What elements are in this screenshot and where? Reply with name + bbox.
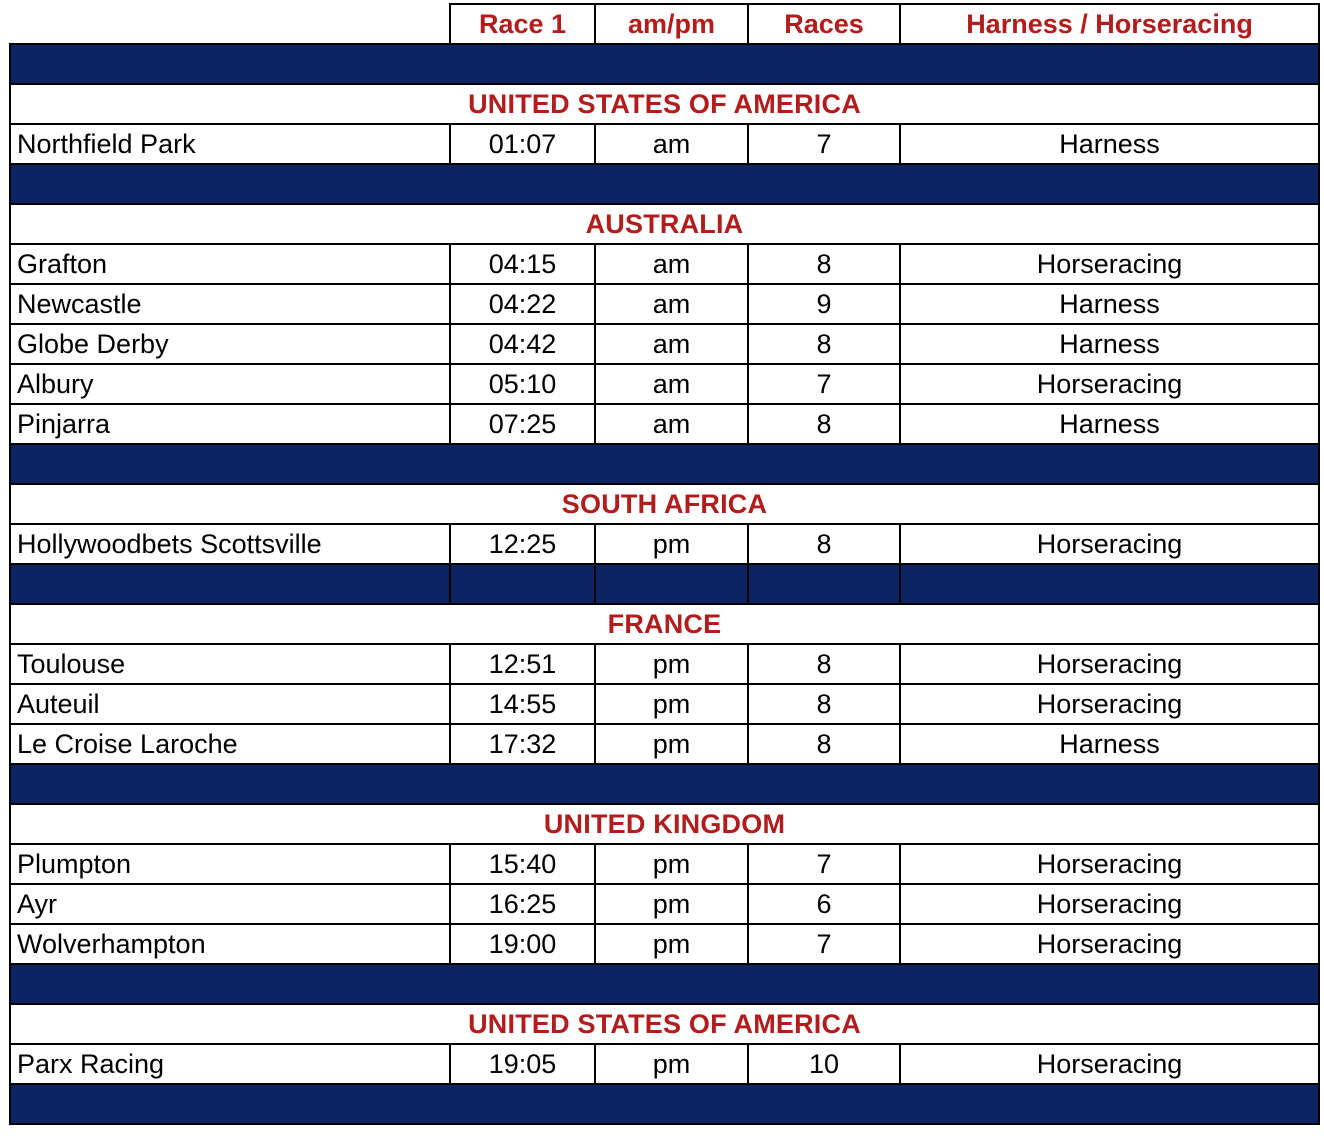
country-row (10, 804, 1319, 844)
separator-band (10, 964, 1319, 1004)
ampm-cell: am (595, 404, 748, 444)
separator-band-cell (10, 964, 1319, 1004)
separator-band-cell (748, 564, 900, 604)
type-cell: Harness (900, 404, 1319, 444)
country-heading: UNITED STATES OF AMERICA (10, 1004, 1319, 1044)
race1-cell: 01:07 (450, 124, 595, 164)
country-heading: AUSTRALIA (10, 204, 1319, 244)
table-row (10, 404, 1319, 444)
races-cell: 8 (748, 404, 900, 444)
header-type: Harness / Horseracing (900, 4, 1319, 44)
separator-band (10, 164, 1319, 204)
country-row (10, 1004, 1319, 1044)
ampm-cell: pm (595, 684, 748, 724)
country-heading: UNITED STATES OF AMERICA (10, 84, 1319, 124)
separator-band-cell (10, 564, 450, 604)
races-cell: 8 (748, 644, 900, 684)
venue-cell: Plumpton (10, 844, 450, 884)
races-cell: 10 (748, 1044, 900, 1084)
separator-band-cell (10, 1084, 1319, 1124)
race1-cell: 04:22 (450, 284, 595, 324)
header-blank-cell (10, 4, 450, 44)
separator-band-cell (10, 764, 1319, 804)
race1-cell: 07:25 (450, 404, 595, 444)
venue-cell: Parx Racing (10, 1044, 450, 1084)
race1-cell: 04:15 (450, 244, 595, 284)
races-cell: 8 (748, 724, 900, 764)
venue-cell: Le Croise Laroche (10, 724, 450, 764)
races-cell: 9 (748, 284, 900, 324)
country-row (10, 604, 1319, 644)
country-heading: UNITED KINGDOM (10, 804, 1319, 844)
type-cell: Horseracing (900, 364, 1319, 404)
separator-band-cell (10, 164, 1319, 204)
venue-cell: Toulouse (10, 644, 450, 684)
race-schedule-body (10, 4, 1319, 1124)
separator-band (10, 444, 1319, 484)
separator-band-cell (900, 564, 1319, 604)
type-cell: Harness (900, 284, 1319, 324)
table-row (10, 244, 1319, 284)
separator-band-cell (450, 564, 595, 604)
race1-cell: 05:10 (450, 364, 595, 404)
type-cell: Harness (900, 324, 1319, 364)
race1-cell: 14:55 (450, 684, 595, 724)
table-row (10, 924, 1319, 964)
races-cell: 6 (748, 884, 900, 924)
separator-band (10, 44, 1319, 84)
separator-band (10, 1084, 1319, 1124)
races-cell: 8 (748, 324, 900, 364)
races-cell: 8 (748, 524, 900, 564)
type-cell: Horseracing (900, 924, 1319, 964)
venue-cell: Pinjarra (10, 404, 450, 444)
type-cell: Harness (900, 724, 1319, 764)
races-cell: 8 (748, 244, 900, 284)
venue-cell: Albury (10, 364, 450, 404)
header-races: Races (748, 4, 900, 44)
venue-cell: Northfield Park (10, 124, 450, 164)
country-heading: SOUTH AFRICA (10, 484, 1319, 524)
country-row (10, 484, 1319, 524)
races-cell: 8 (748, 684, 900, 724)
race1-cell: 04:42 (450, 324, 595, 364)
race1-cell: 17:32 (450, 724, 595, 764)
ampm-cell: pm (595, 844, 748, 884)
races-cell: 7 (748, 844, 900, 884)
separator-band (10, 764, 1319, 804)
race1-cell: 19:00 (450, 924, 595, 964)
type-cell: Harness (900, 124, 1319, 164)
races-cell: 7 (748, 924, 900, 964)
ampm-cell: am (595, 364, 748, 404)
venue-cell: Newcastle (10, 284, 450, 324)
ampm-cell: am (595, 244, 748, 284)
separator-band-cell (10, 444, 1319, 484)
type-cell: Horseracing (900, 844, 1319, 884)
type-cell: Horseracing (900, 644, 1319, 684)
races-cell: 7 (748, 364, 900, 404)
separator-band-cell (595, 564, 748, 604)
ampm-cell: pm (595, 644, 748, 684)
table-row (10, 884, 1319, 924)
venue-cell: Ayr (10, 884, 450, 924)
venue-cell: Grafton (10, 244, 450, 284)
venue-cell: Hollywoodbets Scottsville (10, 524, 450, 564)
table-row (10, 684, 1319, 724)
ampm-cell: am (595, 124, 748, 164)
races-cell: 7 (748, 124, 900, 164)
race1-cell: 12:51 (450, 644, 595, 684)
ampm-cell: pm (595, 1044, 748, 1084)
table-row (10, 364, 1319, 404)
venue-cell: Wolverhampton (10, 924, 450, 964)
table-row (10, 1044, 1319, 1084)
type-cell: Horseracing (900, 524, 1319, 564)
venue-cell: Auteuil (10, 684, 450, 724)
race1-cell: 19:05 (450, 1044, 595, 1084)
type-cell: Horseracing (900, 244, 1319, 284)
ampm-cell: am (595, 284, 748, 324)
header-ampm: am/pm (595, 4, 748, 44)
ampm-cell: pm (595, 924, 748, 964)
ampm-cell: pm (595, 724, 748, 764)
race1-cell: 15:40 (450, 844, 595, 884)
country-row (10, 204, 1319, 244)
table-row (10, 124, 1319, 164)
table-row (10, 844, 1319, 884)
race1-cell: 16:25 (450, 884, 595, 924)
separator-band-cell (10, 44, 1319, 84)
column-header-row (10, 4, 1319, 44)
type-cell: Horseracing (900, 1044, 1319, 1084)
ampm-cell: pm (595, 524, 748, 564)
separator-band (10, 564, 1319, 604)
type-cell: Horseracing (900, 684, 1319, 724)
country-heading: FRANCE (10, 604, 1319, 644)
table-row (10, 724, 1319, 764)
race-schedule-table (9, 3, 1320, 1125)
header-race1: Race 1 (450, 4, 595, 44)
country-row (10, 84, 1319, 124)
table-row (10, 284, 1319, 324)
table-row (10, 324, 1319, 364)
type-cell: Horseracing (900, 884, 1319, 924)
race1-cell: 12:25 (450, 524, 595, 564)
ampm-cell: am (595, 324, 748, 364)
venue-cell: Globe Derby (10, 324, 450, 364)
table-row (10, 644, 1319, 684)
ampm-cell: pm (595, 884, 748, 924)
table-row (10, 524, 1319, 564)
